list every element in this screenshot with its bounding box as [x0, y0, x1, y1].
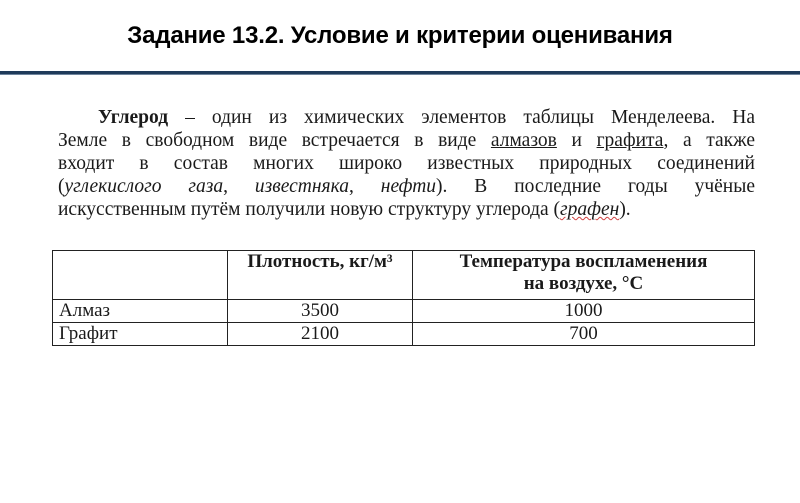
- cell-density: 3500: [228, 300, 413, 323]
- header-density: Плотность, кг/м³: [228, 251, 413, 300]
- paragraph-line-4: (углекислого газа, известняка, нефти). В последние годы учёные: [58, 176, 755, 197]
- properties-table: [52, 250, 755, 346]
- paragraph-line-3: входит в состав многих широко известных природных соединений: [58, 153, 755, 174]
- paragraph-line-2: Земле в свободном виде встречается в виде алмазов и графита, а также: [58, 130, 755, 151]
- cell-name: Алмаз: [53, 300, 228, 323]
- term-graphene: графен: [560, 199, 620, 220]
- header-ignition-temp: Температура воспламенения на воздухе, °С: [413, 251, 755, 300]
- cell-ignition-temp: 1000: [413, 300, 755, 323]
- term-diamonds: алмазов: [490, 130, 557, 151]
- cell-density: 2100: [228, 323, 413, 346]
- slide-title: Задание 13.2. Условие и критерии оценивания: [127, 22, 673, 49]
- title-divider: [0, 71, 800, 75]
- cell-ignition-temp: 700: [413, 323, 755, 346]
- paragraph-line-5: искусственным путём получили новую структуру углерода (графен).: [58, 199, 631, 220]
- cell-name: Графит: [53, 323, 228, 346]
- paragraph-line-1: Углерод – один из химических элементов таблицы Менделеева. На: [98, 107, 755, 128]
- table-row: [53, 323, 755, 346]
- table-row: [53, 300, 755, 323]
- term-carbon: Углерод: [98, 107, 169, 128]
- term-graphite: графита: [596, 130, 664, 151]
- table-header-row: [53, 251, 755, 300]
- header-empty: [53, 251, 228, 300]
- task-paragraph: [58, 106, 755, 221]
